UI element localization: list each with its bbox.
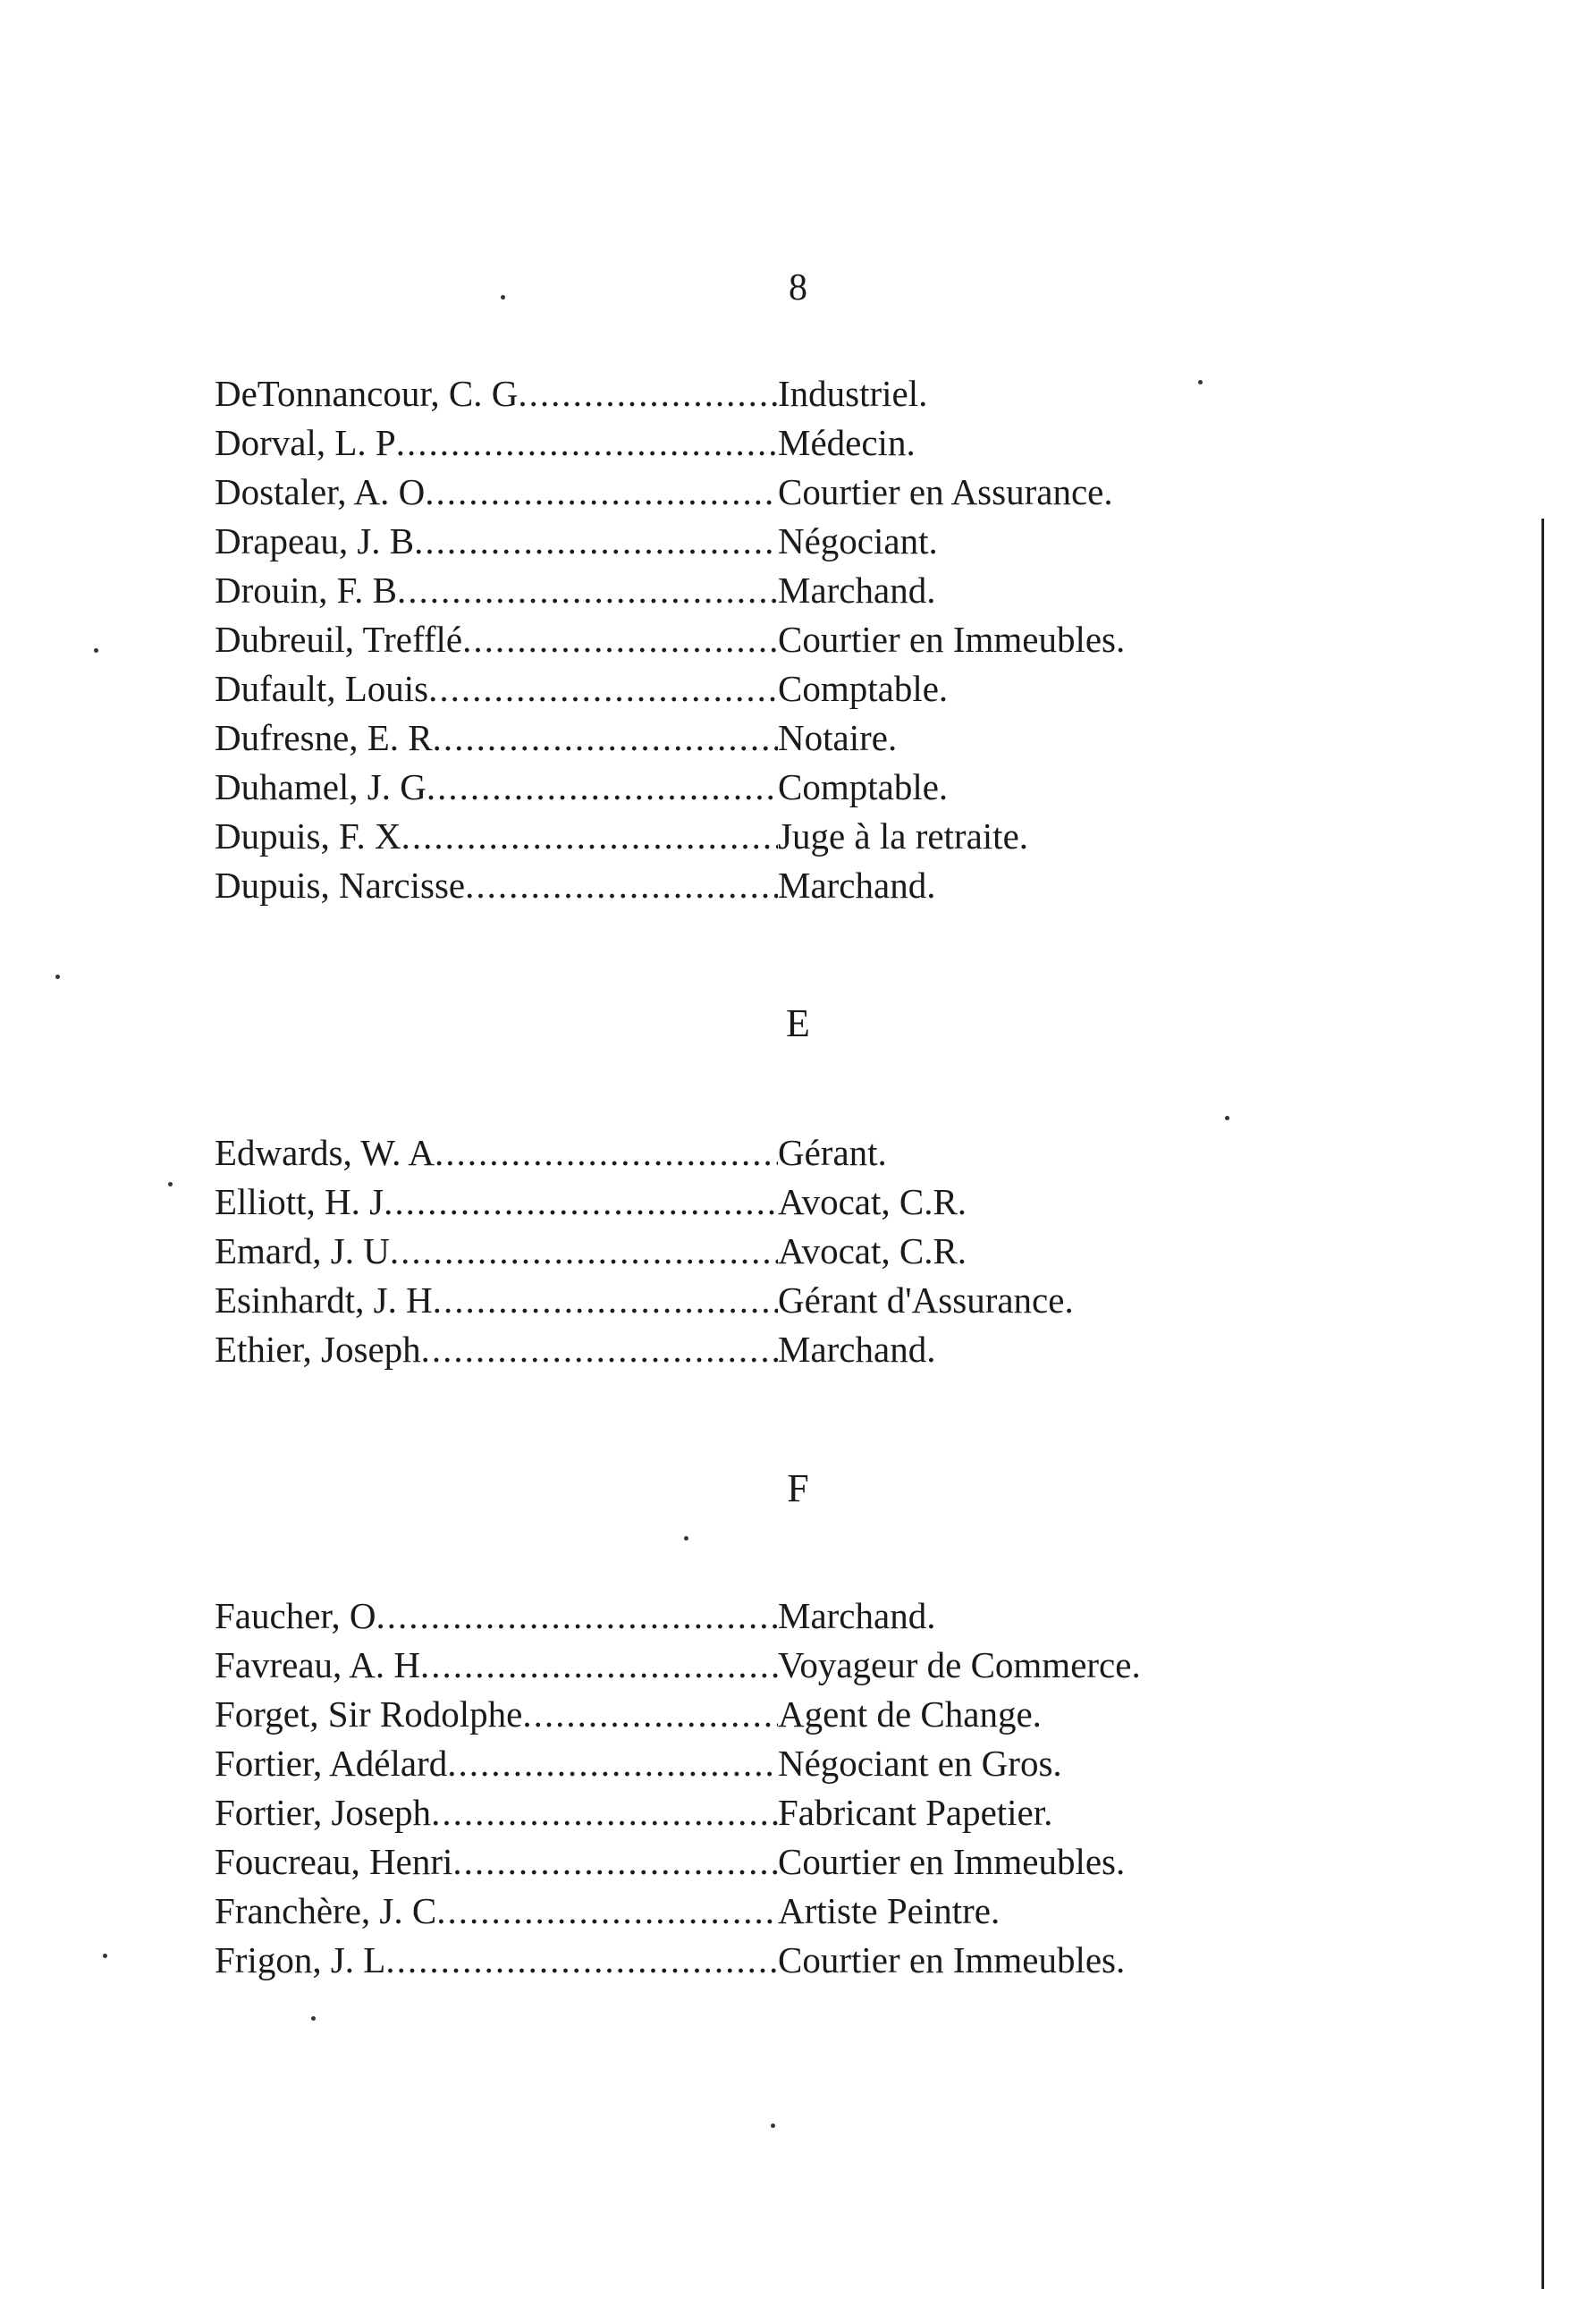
- list-item: [215, 1178, 1270, 1227]
- leader-dots: [421, 1325, 778, 1374]
- list-item: [215, 615, 1270, 664]
- section-d: [215, 369, 1270, 910]
- leader-dots: [390, 1227, 778, 1276]
- section-heading-e: E: [786, 1001, 810, 1045]
- list-item: [215, 1837, 1270, 1887]
- list-item: [215, 418, 1270, 468]
- page-number: 8: [789, 267, 807, 308]
- entry-occupation: Marchand.: [778, 865, 936, 906]
- entry-occupation: Négociant en Gros.: [778, 1743, 1062, 1784]
- leader-dots: [425, 468, 778, 517]
- list-item: [215, 713, 1270, 763]
- entry-name: Dubreuil, Trefflé: [215, 619, 463, 660]
- leader-dots: [397, 566, 778, 615]
- entry-name: Dufresne, E. R: [215, 717, 433, 758]
- scan-speck: [1198, 380, 1203, 384]
- leader-dots: [452, 1837, 778, 1887]
- entry-occupation: Courtier en Immeubles.: [778, 1841, 1126, 1882]
- leader-dots: [447, 1739, 778, 1788]
- entry-name: Dufault, Louis: [215, 668, 429, 709]
- list-item: [215, 1936, 1270, 1985]
- scan-speck: [94, 648, 98, 653]
- entry-name: Dupuis, Narcisse: [215, 865, 466, 906]
- list-item: [215, 1128, 1270, 1178]
- entry-occupation: Voyageur de Commerce.: [778, 1644, 1141, 1685]
- leader-dots: [401, 812, 778, 861]
- page-edge-rule: [1541, 519, 1544, 2289]
- list-item: [215, 1641, 1270, 1690]
- entry-name: Edwards, W. A: [215, 1132, 435, 1173]
- list-item: [215, 566, 1270, 615]
- list-item: [215, 1788, 1270, 1837]
- section-f: [215, 1592, 1270, 1985]
- leader-dots: [426, 763, 778, 812]
- scan-speck: [55, 975, 60, 979]
- entry-name: Foucreau, Henri: [215, 1841, 453, 1882]
- entry-name: Duhamel, J. G: [215, 766, 426, 807]
- leader-dots: [433, 1276, 778, 1325]
- entry-name: Frigon, J. L: [215, 1939, 386, 1980]
- entry-occupation: Courtier en Assurance.: [778, 471, 1113, 512]
- entry-occupation: Marchand.: [778, 570, 936, 611]
- leader-dots: [420, 1641, 778, 1690]
- entry-name: Forget, Sir Rodolphe: [215, 1693, 523, 1735]
- scan-speck: [311, 2016, 316, 2021]
- list-item: [215, 1592, 1270, 1641]
- leader-dots: [428, 664, 778, 713]
- list-item: [215, 1227, 1270, 1276]
- entry-occupation: Notaire.: [778, 717, 898, 758]
- entry-name: DeTonnancour, C. G: [215, 373, 519, 414]
- list-item: [215, 517, 1270, 566]
- leader-dots: [462, 615, 778, 664]
- entry-name: Drapeau, J. B: [215, 520, 415, 562]
- entry-occupation: Courtier en Immeubles.: [778, 619, 1126, 660]
- scan-speck: [684, 1536, 688, 1541]
- entry-name: Dostaler, A. O: [215, 471, 426, 512]
- entry-name: Franchère, J. C: [215, 1890, 437, 1931]
- entry-occupation: Comptable.: [778, 766, 949, 807]
- entry-occupation: Comptable.: [778, 668, 949, 709]
- leader-dots: [376, 1592, 778, 1641]
- list-item: [215, 812, 1270, 861]
- section-heading-f: F: [787, 1466, 809, 1510]
- entry-occupation: Négociant.: [778, 520, 938, 562]
- entry-occupation: Agent de Change.: [778, 1693, 1042, 1735]
- list-item: [215, 664, 1270, 713]
- entry-name: Dupuis, F. X: [215, 815, 401, 857]
- leader-dots: [414, 517, 778, 566]
- scan-speck: [771, 2124, 775, 2128]
- list-item: [215, 1325, 1270, 1374]
- entry-occupation: Avocat, C.R.: [778, 1230, 967, 1271]
- list-item: [215, 861, 1270, 910]
- entry-name: Faucher, O: [215, 1595, 376, 1636]
- list-item: [215, 468, 1270, 517]
- leader-dots: [385, 1936, 778, 1985]
- leader-dots: [431, 1788, 778, 1837]
- leader-dots: [384, 1178, 778, 1227]
- entry-occupation: Marchand.: [778, 1329, 936, 1370]
- leader-dots: [518, 369, 778, 418]
- entry-occupation: Industriel.: [778, 373, 928, 414]
- leader-dots: [433, 713, 778, 763]
- entry-occupation: Gérant d'Assurance.: [778, 1279, 1074, 1321]
- entry-name: Dorval, L. P: [215, 422, 396, 463]
- scan-speck: [168, 1182, 173, 1186]
- scan-speck: [501, 295, 505, 300]
- list-item: [215, 1887, 1270, 1936]
- entry-name: Elliott, H. J: [215, 1181, 384, 1222]
- section-e: [215, 1128, 1270, 1374]
- entry-occupation: Avocat, C.R.: [778, 1181, 967, 1222]
- entry-occupation: Fabricant Papetier.: [778, 1792, 1053, 1833]
- entry-name: Ethier, Joseph: [215, 1329, 421, 1370]
- leader-dots: [435, 1128, 778, 1178]
- entry-occupation: Artiste Peintre.: [778, 1890, 1001, 1931]
- list-item: [215, 1690, 1270, 1739]
- entry-occupation: Juge à la retraite.: [778, 815, 1029, 857]
- entry-name: Esinhardt, J. H: [215, 1279, 433, 1321]
- leader-dots: [396, 418, 778, 468]
- list-item: [215, 1276, 1270, 1325]
- leader-dots: [465, 861, 778, 910]
- entry-name: Drouin, F. B: [215, 570, 398, 611]
- entry-name: Fortier, Adélard: [215, 1743, 448, 1784]
- entry-name: Favreau, A. H: [215, 1644, 421, 1685]
- leader-dots: [436, 1887, 778, 1936]
- list-item: [215, 763, 1270, 812]
- scan-speck: [1225, 1116, 1229, 1120]
- entry-occupation: Médecin.: [778, 422, 916, 463]
- entry-name: Emard, J. U: [215, 1230, 390, 1271]
- entry-occupation: Marchand.: [778, 1595, 936, 1636]
- entry-name: Fortier, Joseph: [215, 1792, 432, 1833]
- scan-speck: [103, 1954, 107, 1958]
- entry-occupation: Gérant.: [778, 1132, 887, 1173]
- entry-occupation: Courtier en Immeubles.: [778, 1939, 1126, 1980]
- list-item: [215, 369, 1270, 418]
- list-item: [215, 1739, 1270, 1788]
- leader-dots: [522, 1690, 778, 1739]
